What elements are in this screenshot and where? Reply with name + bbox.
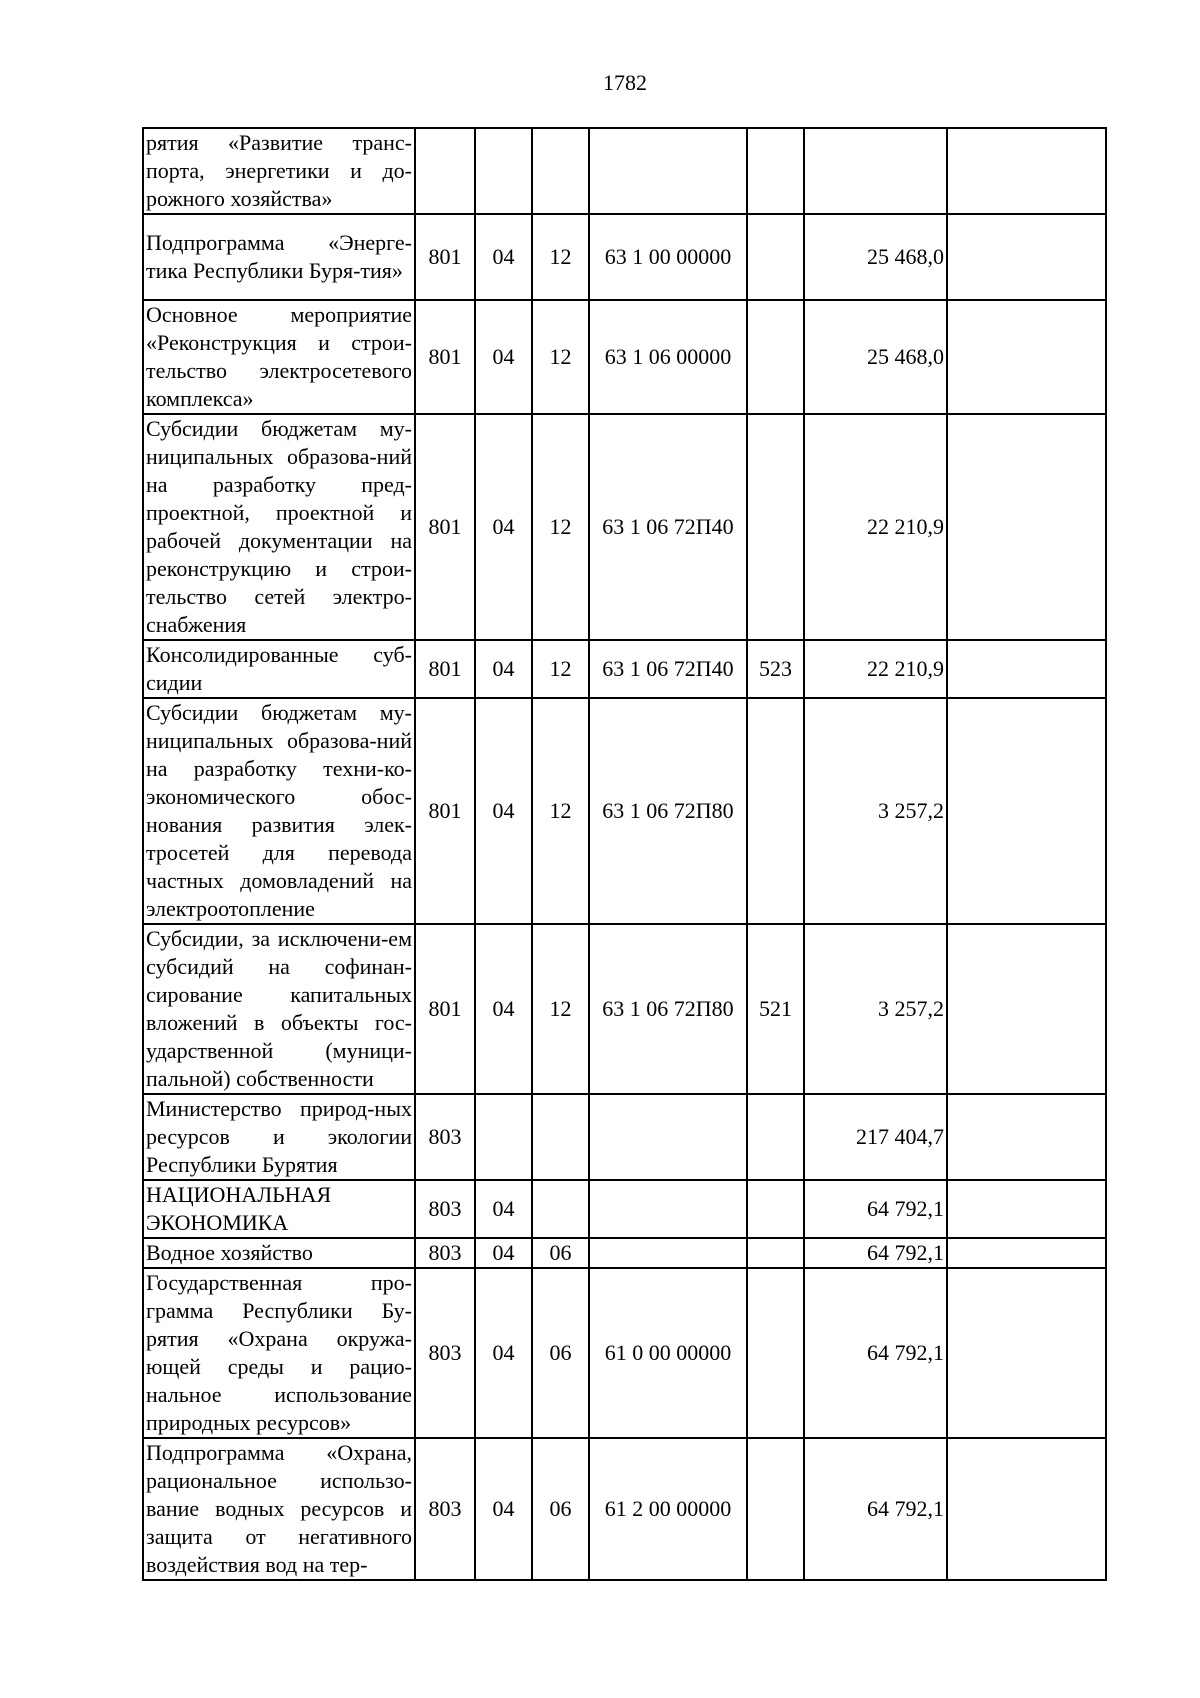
pr-cell [532, 1094, 589, 1180]
rz-cell: 04 [475, 1238, 532, 1268]
row-name-cell: рятия «Развитие транс-порта, энергетики и до-рожного хозяйства» [143, 128, 415, 214]
vr-cell [747, 214, 804, 300]
rz-cell: 04 [475, 414, 532, 640]
csr-cell [589, 1180, 747, 1238]
row-name-cell: Подпрограмма «Охрана, рациональное использо-вание водных ресурсов и защита от негативного воздействия вод на тер- [143, 1438, 415, 1580]
row-name-cell: Субсидии бюджетам му-ниципальных образова-ний на разработку пред-проектной, проектной и рабочей документации на реконструкцию и строи-тельство сетей электро-снабжения [143, 414, 415, 640]
csr-cell: 63 1 00 00000 [589, 214, 747, 300]
csr-cell: 63 1 06 72П40 [589, 414, 747, 640]
ved-cell: 801 [415, 214, 475, 300]
vr-cell [747, 1268, 804, 1438]
csr-cell: 63 1 06 72П80 [589, 698, 747, 924]
sum-cell: 3 257,2 [804, 924, 947, 1094]
ved-cell: 801 [415, 414, 475, 640]
sum-cell: 25 468,0 [804, 300, 947, 414]
pr-cell: 12 [532, 698, 589, 924]
extra-cell [947, 1438, 1106, 1580]
row-name-cell: НАЦИОНАЛЬНАЯ ЭКОНОМИКА [143, 1180, 415, 1238]
rz-cell: 04 [475, 214, 532, 300]
table-row [143, 924, 1106, 1094]
vr-cell [747, 1438, 804, 1580]
extra-cell [947, 1180, 1106, 1238]
rz-cell: 04 [475, 924, 532, 1094]
csr-cell [589, 1238, 747, 1268]
ved-cell: 803 [415, 1438, 475, 1580]
extra-cell [947, 414, 1106, 640]
ved-cell: 803 [415, 1180, 475, 1238]
rz-cell: 04 [475, 1268, 532, 1438]
csr-cell [589, 128, 747, 214]
extra-cell [947, 128, 1106, 214]
table-row [143, 1438, 1106, 1580]
pr-cell: 12 [532, 300, 589, 414]
ved-cell: 803 [415, 1094, 475, 1180]
sum-cell: 22 210,9 [804, 640, 947, 698]
row-name-cell: Министерство природ-ных ресурсов и экологии Республики Бурятия [143, 1094, 415, 1180]
table-row [143, 1268, 1106, 1438]
table-row [143, 128, 1106, 214]
pr-cell: 06 [532, 1238, 589, 1268]
extra-cell [947, 300, 1106, 414]
pr-cell: 06 [532, 1268, 589, 1438]
vr-cell [747, 300, 804, 414]
csr-cell: 63 1 06 72П40 [589, 640, 747, 698]
vr-cell: 523 [747, 640, 804, 698]
extra-cell [947, 1094, 1106, 1180]
row-name-cell: Консолидированные суб-сидии [143, 640, 415, 698]
csr-cell: 63 1 06 72П80 [589, 924, 747, 1094]
pr-cell [532, 1180, 589, 1238]
table-row [143, 414, 1106, 640]
row-name-cell: Субсидии, за исключени-ем субсидий на софинан-сирование капитальных вложений в объекты гос-ударственной (муници-пальной) собственности [143, 924, 415, 1094]
page-number: 1782 [603, 70, 647, 95]
row-name-cell: Государственная про-грамма Республики Бу-рятия «Охрана окружа-ющей среды и рацио-нальное использование природных ресурсов» [143, 1268, 415, 1438]
csr-cell: 63 1 06 00000 [589, 300, 747, 414]
ved-cell: 801 [415, 640, 475, 698]
rz-cell: 04 [475, 640, 532, 698]
vr-cell [747, 1180, 804, 1238]
rz-cell [475, 128, 532, 214]
csr-cell [589, 1094, 747, 1180]
pr-cell: 12 [532, 414, 589, 640]
sum-cell: 64 792,1 [804, 1180, 947, 1238]
sum-cell: 64 792,1 [804, 1438, 947, 1580]
row-name-cell: Водное хозяйство [143, 1238, 415, 1268]
rz-cell: 04 [475, 300, 532, 414]
sum-cell [804, 128, 947, 214]
vr-cell [747, 414, 804, 640]
table-row [143, 214, 1106, 300]
vr-cell [747, 1238, 804, 1268]
extra-cell [947, 640, 1106, 698]
sum-cell: 3 257,2 [804, 698, 947, 924]
pr-cell [532, 128, 589, 214]
ved-cell: 803 [415, 1268, 475, 1438]
sum-cell: 64 792,1 [804, 1238, 947, 1268]
rz-cell: 04 [475, 1180, 532, 1238]
budget-table [142, 127, 1107, 1581]
csr-cell: 61 2 00 00000 [589, 1438, 747, 1580]
extra-cell [947, 214, 1106, 300]
table-row [143, 1180, 1106, 1238]
row-name-cell: Подпрограмма «Энерге-тика Республики Буря-тия» [143, 214, 415, 300]
table-row [143, 640, 1106, 698]
rz-cell: 04 [475, 1438, 532, 1580]
rz-cell [475, 1094, 532, 1180]
rz-cell: 04 [475, 698, 532, 924]
ved-cell: 801 [415, 698, 475, 924]
csr-cell: 61 0 00 00000 [589, 1268, 747, 1438]
pr-cell: 12 [532, 640, 589, 698]
vr-cell: 521 [747, 924, 804, 1094]
table-row [143, 1238, 1106, 1268]
extra-cell [947, 1238, 1106, 1268]
pr-cell: 12 [532, 924, 589, 1094]
extra-cell [947, 924, 1106, 1094]
table-row [143, 300, 1106, 414]
ved-cell: 801 [415, 924, 475, 1094]
ved-cell: 803 [415, 1238, 475, 1268]
sum-cell: 22 210,9 [804, 414, 947, 640]
extra-cell [947, 698, 1106, 924]
pr-cell: 06 [532, 1438, 589, 1580]
ved-cell: 801 [415, 300, 475, 414]
row-name-cell: Субсидии бюджетам му-ниципальных образова-ний на разработку техни-ко-экономического обос-нования развития элек-тросетей для перевода частных домовладений на электроотопление [143, 698, 415, 924]
vr-cell [747, 698, 804, 924]
sum-cell: 25 468,0 [804, 214, 947, 300]
extra-cell [947, 1268, 1106, 1438]
table-row [143, 698, 1106, 924]
sum-cell: 64 792,1 [804, 1268, 947, 1438]
ved-cell [415, 128, 475, 214]
vr-cell [747, 1094, 804, 1180]
vr-cell [747, 128, 804, 214]
row-name-cell: Основное мероприятие «Реконструкция и строи-тельство электросетевого комплекса» [143, 300, 415, 414]
pr-cell: 12 [532, 214, 589, 300]
table-row [143, 1094, 1106, 1180]
sum-cell: 217 404,7 [804, 1094, 947, 1180]
